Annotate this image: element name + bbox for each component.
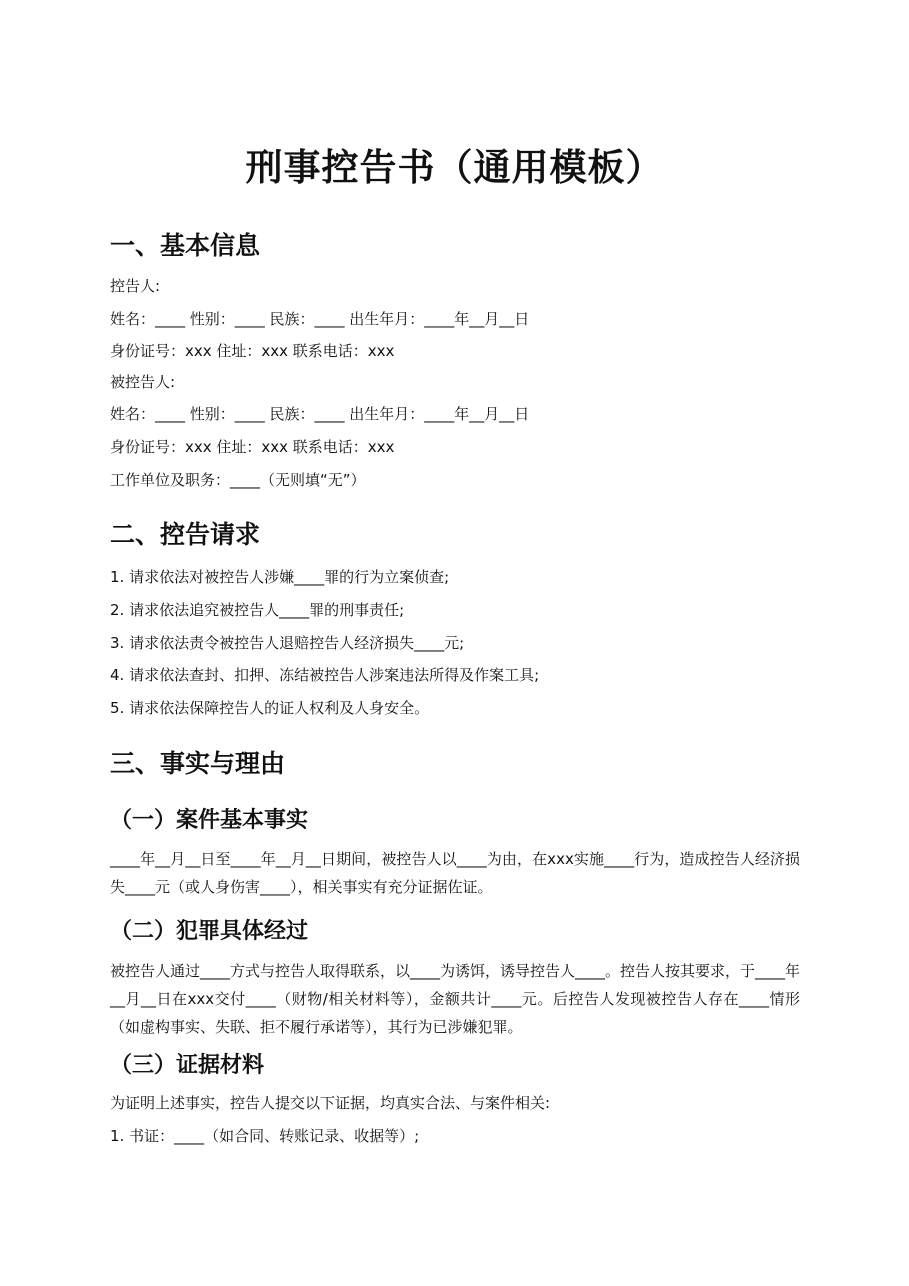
accuser-id-line: 身份证号：xxx 住址：xxx 联系电话：xxx xyxy=(110,342,395,360)
accused-employer-line: 工作单位及职务：____（无则填“无”） xyxy=(110,471,366,489)
evidence-intro: 为证明上述事实，控告人提交以下证据，均真实合法、与案件相关: xyxy=(110,1094,551,1112)
subsection-evidence-heading: （三）证据材料 xyxy=(110,1053,265,1078)
basic-facts-paragraph: ____年__月__日至____年__月__日期间，被控告人以____为由，在xxx实施____行为，造成控告人经济损失____元（或人身伤害____），相关事实有充分证据佐证。 xyxy=(110,850,800,896)
document-title: 刑事控告书（通用模板） xyxy=(245,146,664,189)
accused-name-line: 姓名：____ 性别：____ 民族：____ 出生年月：____年__月__日 xyxy=(110,405,530,423)
accused-id-line: 身份证号：xxx 住址：xxx 联系电话：xxx xyxy=(110,438,395,456)
crime-details-paragraph: 被控告人通过____方式与控告人取得联系，以____为诱饵，诱导控告人____。控告人按其要求，于____年__月__日在xxx交付____（财物/相关材料等），金额共计____元。后控告人发现被控告人存在____情形（如虚构事实、失联、拒不履行承诺等），其行为已涉嫌犯罪。 xyxy=(110,962,801,1036)
accuser-name-line: 姓名：____ 性别：____ 民族：____ 出生年月：____年__月__日 xyxy=(110,310,530,328)
request-item-5: 5. 请求依法保障控告人的证人权利及人身安全。 xyxy=(110,699,430,717)
section-facts-heading: 三、事实与理由 xyxy=(110,749,286,778)
section-requests-heading: 二、控告请求 xyxy=(110,520,261,549)
section-basic-info-heading: 一、基本信息 xyxy=(110,231,261,260)
request-item-4: 4. 请求依法查封、扣押、冻结被控告人涉案违法所得及作案工具; xyxy=(110,666,540,684)
request-item-2: 2. 请求依法追究被控告人____罪的刑事责任; xyxy=(110,601,405,619)
evidence-item-1: 1. 书证：____（如合同、转账记录、收据等）; xyxy=(110,1127,420,1145)
request-item-1: 1. 请求依法对被控告人涉嫌____罪的行为立案侦查; xyxy=(110,568,450,586)
accused-label: 被控告人: xyxy=(110,373,176,391)
accuser-label: 控告人: xyxy=(110,277,161,295)
subsection-crime-details-heading: （二）犯罪具体经过 xyxy=(110,919,309,944)
subsection-basic-facts-heading: （一）案件基本事实 xyxy=(110,808,309,833)
request-item-3: 3. 请求依法责令被控告人退赔控告人经济损失____元; xyxy=(110,634,465,652)
